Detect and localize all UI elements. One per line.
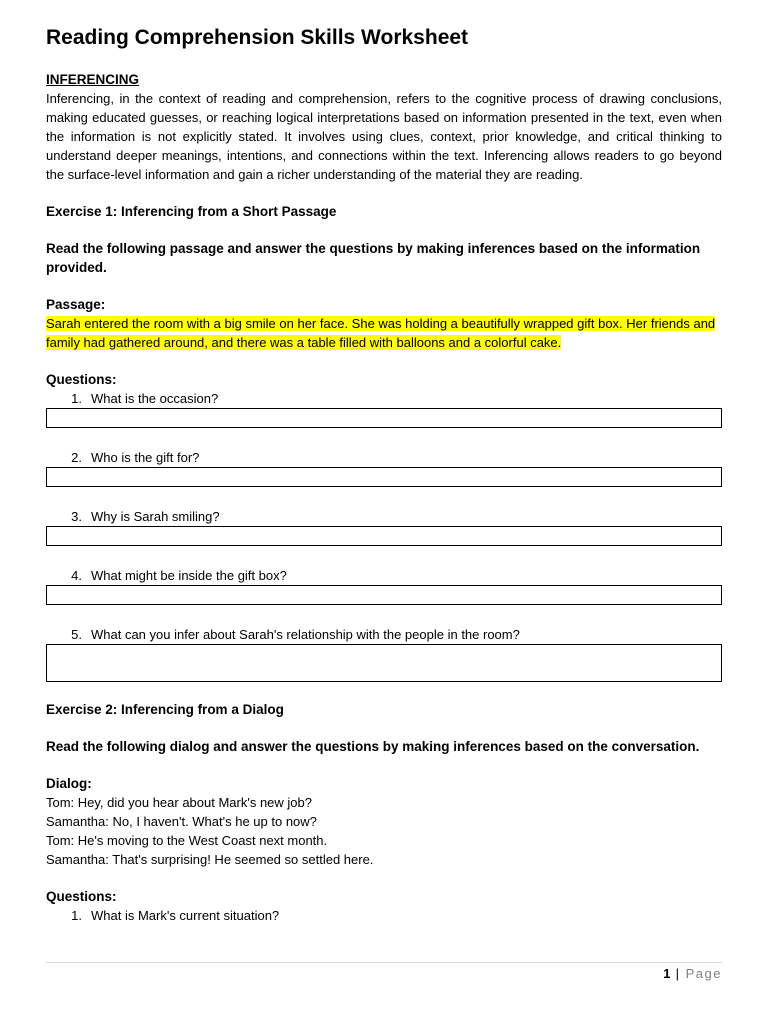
dialog-line: Samantha: That's surprising! He seemed so settled here. [46, 852, 374, 867]
inferencing-body: Inferencing, in the context of reading and comprehension, refers to the cognitive process of drawing conclusions, making educated guesses, or reaching logical interpretations based on information presented in the text, even when the information is not explicitly stated. It involves using clues, context, prior knowledge, and critical thinking to understand deeper meanings, intentions, and connections within the text. Inferencing allows readers to go beyond the surface-level information and gain a richer understanding of the material they are reading. [46, 91, 722, 182]
exercise2-questions-label: Questions: [46, 889, 117, 904]
dialog-line: Samantha: No, I haven't. What's he up to now? [46, 814, 317, 829]
question-text: What is Mark's current situation? [91, 908, 280, 923]
dialog-line: Tom: He's moving to the West Coast next month. [46, 833, 328, 848]
answer-box-5[interactable] [46, 644, 722, 682]
page-title: Reading Comprehension Skills Worksheet [46, 26, 469, 49]
question-text: Who is the gift for? [91, 450, 200, 465]
answer-box-3[interactable] [46, 526, 722, 546]
question-text: What can you infer about Sarah's relationship with the people in the room? [91, 627, 520, 642]
question-number: 1. [71, 391, 82, 406]
inferencing-heading: INFERENCING [46, 72, 140, 87]
footer-divider [46, 962, 722, 963]
question-number: 3. [71, 509, 82, 524]
passage-block [46, 314, 722, 352]
question-item [46, 566, 722, 585]
question-item [46, 389, 722, 408]
question-number: 5. [71, 627, 82, 642]
question-item [46, 507, 722, 526]
question-number: 1. [71, 908, 82, 923]
worksheet-page [46, 24, 722, 925]
page-word: Page [685, 966, 722, 981]
exercise2-title: Exercise 2: Inferencing from a Dialog [46, 702, 284, 717]
question-text: What might be inside the gift box? [91, 568, 287, 583]
question-item [46, 448, 722, 467]
exercise2-instructions: Read the following dialog and answer the questions by making inferences based on the conversation. [46, 739, 700, 754]
page-separator: | [675, 966, 681, 981]
dialog-line: Tom: Hey, did you hear about Mark's new job? [46, 795, 312, 810]
dialog-block [46, 793, 722, 869]
answer-box-4[interactable] [46, 585, 722, 605]
question-item [46, 625, 722, 644]
question-text: What is the occasion? [91, 391, 219, 406]
exercise1-questions-label: Questions: [46, 372, 117, 387]
passage-label: Passage: [46, 297, 106, 312]
exercise1-instructions: Read the following passage and answer the questions by making inferences based on the information provided. [46, 241, 701, 275]
page-number-value: 1 [663, 966, 671, 981]
page-number [663, 964, 722, 983]
dialog-label: Dialog: [46, 776, 92, 791]
answer-box-1[interactable] [46, 408, 722, 428]
exercise1-question-list [46, 389, 722, 682]
question-number: 2. [71, 450, 82, 465]
question-text: Why is Sarah smiling? [91, 509, 220, 524]
question-number: 4. [71, 568, 82, 583]
exercise1-title: Exercise 1: Inferencing from a Short Passage [46, 204, 337, 219]
answer-box-2[interactable] [46, 467, 722, 487]
question-item [46, 906, 722, 925]
passage-text: Sarah entered the room with a big smile on her face. She was holding a beautifully wrapped gift box. Her friends and family had gathered around, and there was a table filled with balloons and a colorful cake. [46, 316, 716, 350]
